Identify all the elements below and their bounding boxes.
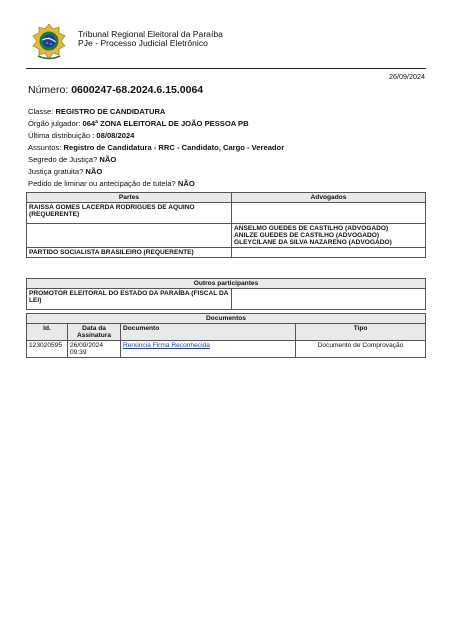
participant-name: PROMOTOR ELEITORAL DO ESTADO DA PARAÍBA (FISCAL DA LEI) [27, 289, 232, 310]
empty-cell [27, 224, 232, 248]
lawyer-name: ANSELMO GUEDES DE CASTILHO (ADVOGADO) [234, 225, 389, 232]
liminar-value: NÃO [177, 179, 195, 188]
field-segredo [28, 154, 284, 166]
court-name: Tribunal Regional Eleitoral da Paraíba [78, 29, 223, 39]
party-name: PARTIDO SOCIALISTA BRASILEIRO (REQUERENTE) [27, 248, 232, 258]
gratuita-label: Justiça gratuita? [28, 167, 84, 176]
assuntos-value: Registro de Candidatura - RRC - Candidato, Cargo - Vereador [63, 143, 285, 152]
doc-link[interactable] [121, 341, 296, 358]
system-name: PJe - Processo Judicial Eletrônico [78, 38, 208, 48]
party-name: RAISSA GOMES LACERDA RODRIGUES DE AQUINO (REQUERENTE) [27, 203, 232, 224]
empty-cell [232, 289, 426, 310]
orgao-label: Órgão julgador: [28, 119, 81, 128]
table-row [27, 203, 426, 224]
documents-table [26, 313, 426, 358]
col-partes: Partes [27, 193, 232, 203]
brazil-coat-of-arms-icon [32, 23, 66, 61]
field-liminar [28, 178, 284, 190]
lawyer-name: ANILZE GUEDES DE CASTILHO (ADVOGADO) [234, 232, 380, 239]
doc-link-text[interactable]: Renúncia Firma Reconhecida [123, 342, 210, 349]
table-row [27, 224, 426, 248]
doc-date: 26/09/2024 09:39 [68, 341, 121, 358]
field-gratuita [28, 166, 284, 178]
field-assuntos [28, 142, 284, 154]
distribuicao-value: 08/08/2024 [96, 131, 135, 140]
classe-value: REGISTRO DE CANDIDATURA [55, 107, 166, 116]
orgao-value: 064ª ZONA ELEITORAL DE JOÃO PESSOA PB [82, 119, 249, 128]
col-document: Documento [121, 324, 296, 341]
col-advogados: Advogados [232, 193, 426, 203]
gratuita-value: NÃO [85, 167, 103, 176]
other-participants-title: Outros participantes [27, 279, 426, 289]
distribuicao-label: Última distribuição : [28, 131, 95, 140]
document-date: 26/09/2024 [389, 72, 425, 81]
documents-title: Documentos [27, 314, 426, 324]
document-header [30, 23, 430, 65]
segredo-label: Segredo de Justiça? [28, 155, 98, 164]
process-number-value: 0600247-68.2024.6.15.0064 [71, 84, 204, 96]
doc-id: 123020595 [27, 341, 68, 358]
col-date: Data da Assinatura [68, 324, 121, 341]
liminar-label: Pedido de liminar ou antecipação de tutela? [28, 179, 176, 188]
other-participants-table [26, 278, 426, 310]
process-number [28, 84, 203, 96]
field-orgao [28, 118, 284, 130]
lawyers-cell [232, 224, 426, 248]
col-tipo: Tipo [296, 324, 426, 341]
col-id: Id. [27, 324, 68, 341]
table-row [27, 289, 426, 310]
doc-tipo: Documento de Comprovação [296, 341, 426, 358]
process-fields [28, 106, 284, 190]
empty-cell [232, 248, 426, 258]
table-row [27, 341, 426, 358]
field-distribuicao [28, 130, 284, 142]
process-number-label: Número: [28, 84, 69, 96]
table-row [27, 248, 426, 258]
parties-table [26, 192, 426, 258]
empty-cell [232, 203, 426, 224]
assuntos-label: Assuntos: [28, 143, 62, 152]
lawyer-name: GLEYCILANE DA SILVA NAZARENO (ADVOGADO) [234, 239, 392, 246]
header-divider [26, 68, 426, 69]
segredo-value: NÃO [99, 155, 117, 164]
classe-label: Classe: [28, 107, 54, 116]
field-classe [28, 106, 284, 118]
